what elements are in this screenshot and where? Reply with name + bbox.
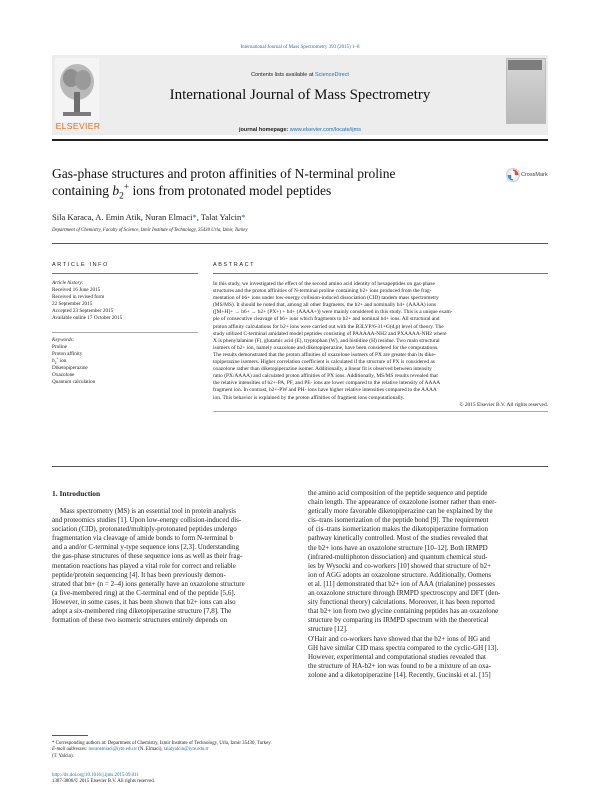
doi-link[interactable]: http://dx.doi.org/10.1016/j.ijms.2015.09.011 <box>52 773 139 778</box>
header-divider <box>52 139 548 141</box>
article-history: Article history: Received 16 June 2015 Received in revised form 22 September 2015 Accepted 23 September 2015 Available online 17 October 2015 <box>52 280 123 321</box>
email-link-elmaci[interactable]: nuranelmaci@iyte.edu.tr <box>88 747 138 753</box>
author-list: Sila Karaca, A. Emin Atik, Nuran Elmaci*, Talat Yalcin* <box>52 212 246 222</box>
journal-title: International Journal of Mass Spectrometry <box>169 87 431 103</box>
contents-line: Contents lists available at ScienceDirect <box>251 72 349 78</box>
footnotes: * Corresponding authors at: Department of Chemistry, Izmir Institute of Technology, Urla, Izmir 35430, Turkey. E-mail addresses: nuranelmaci@iyte.edu.tr (N. Elmaci), talatyalcin@iyte.edu.tr (T. Yalcin). <box>52 741 272 759</box>
doi-block: http://dx.doi.org/10.1016/j.ijms.2015.09.011 1387-3806/© 2015 Elsevier B.V. All rights reserved. <box>52 773 292 786</box>
crossmark-icon[interactable] <box>506 168 520 182</box>
sciencedirect-link[interactable]: ScienceDirect <box>314 72 349 78</box>
abstract-text: In this study, we investigated the effect of the second amino acid identity of hexapeptides on gas-phase structures and the proton affinities of N-terminal proline containing b2+ ions produced from the frag- mentation of b6+ ions under low-energy collision-induced dissociation (CID) tandem mass spectrometry (MS/MS). It should be noted that, among all other fragments, the b2+ and nominally b4+ (AAAA) ions ([M+H]+ → b6+ → b2+ (PX+) + b4+ (AAAA+)) were mainly considered in this study. This is a unique exam- ple of consecutive cleavage of b6+ ions which fragments to b2+ and nominal b4+ ions. All structural and proton affinity calculations for b2+ ions were carried out with the B3LYP/6-31+G(d,p) level of theory. The study utilized C-terminal amidated model peptides consisting of PAAAAA-NH2 and PXAAAA-NH2 where X is phenylalanine (F), glutamic acid (E), tryptophan (W), and histidine (H) residue. Two main structural isomers of b2+ ion, namely oxazolone and diketopiperazine, have been considered for the computations. The results demonstrated that the proton affinities of oxazolone isomers of PX are greater than its dike- topiperazine isomers. Higher correlation coefficient is calculated if the structure of PX is considered as oxazolone rather than diketopiperazine isomer. Additionally, a linear fit is observed between intensity ratio (PX/AAAA) and calculated proton affinities of PX ions. Additionally, MS/MS results revealed that the relative intensities of b2+-PA, PF, and PE- ions are lower compared to the relative intensity of AAAA fragment ion. In contrast, b2+-PW and PH- ions have higher relative intensities compared to the AAAA ion. This behavior is explained by the proton affinities of fragment ions computationally. © 2015 Elsevier B.V. All rights reserved. <box>213 281 548 408</box>
journal-citation[interactable]: International Journal of Mass Spectrometry 393 (2015) 1–8 <box>240 45 360 50</box>
elsevier-tree-logo <box>55 58 99 122</box>
crossmark-label[interactable]: CrossMark <box>521 172 548 178</box>
journal-homepage-line: journal homepage: www.elsevier.com/locate/ijms <box>239 127 361 133</box>
copyright-notice: © 2015 Elsevier B.V. All rights reserved. <box>459 401 548 408</box>
abstract-bottom-divider <box>213 411 548 412</box>
introduction-left-column: Mass spectrometry (MS) is an essential tool in protein analysis and proteomics studies [1]. Upon low-energy collision-induced dis- sociation (CID), protonated/multiply-protonated peptides undergo fragmentation via cleavage of amide bonds to form N-terminal b and a and/or C-terminal y-type sequence ions [2,3]. Understanding the gas-phase structures of these sequence ions as well as their frag- mentation reactions has played a vital role for correct and reliable peptide/protein sequencing [4]. It has been previously demon- strated that bn+ (n = 2–4) ions generally have an oxazolone structure (a five-membered ring) at the C-terminal end of the peptide [5,6]. However, in some cases, it has been shown that b2+ ions can also adopt a six-membered ring diketopiperazine structure [7,8]. The formation of these two isomeric structures entirely depends on <box>52 507 245 625</box>
publisher-name: ELSEVIER <box>55 121 101 131</box>
paper-title: Gas-phase structures and proton affinities of N-terminal proline containing $b_2^+$ ions from protonated model peptides <box>52 166 396 202</box>
introduction-right-column: the amino acid composition of the peptide sequence and peptide chain length. The appearance of oxazolone isomer rather than ener- getically more favorable diketopiperazine can be explained by the cis–trans isomerization of the peptide bond [9]. The requirement of cis–trans isomerization makes the diketopiperazine formation pathway kinetically controlled. Most of the studies revealed that the b2+ ions have an oxazolone structure [10–12]. Both IRMPD (infrared-multiphoton dissociation) and quantum chemical stud- ies by Wysocki and co-workers [10] showed that structure of b2+ ion of AGG adopts an oxazolone structure. Additionally, Oomens et al. [11] demonstrated that b2+ ion of AAA (trialanine) possesses an oxazolone structure through IRMPD spectroscopy and DFT (den- sity functional theory) calculations. Moreover, it has been reported that b2+ ion from two glycine containing peptides has an oxazolone structure by comparing its IRMPD spectrum with the theoretical structure [12]. O'Hair and co-workers have showed that the b2+ ions of HG and GH have similar CID mass spectra compared to the cyclic-GH [13]. However, experimental and computational studies revealed that the structure of HA-b2+ ion was found to be a mixture of an oxa- zolone and a diketopiperazine [14]. Recently, Gucinski et al. [15] <box>308 489 501 679</box>
affiliation: Department of Chemistry, Faculty of Science, Izmir Institute of Technology, 35430 Urla, Izmir, Turkey <box>52 228 248 233</box>
abstract-divider <box>213 273 548 274</box>
cover-title-strip <box>508 60 542 70</box>
article-info-divider <box>52 273 198 274</box>
journal-homepage-link[interactable]: www.elsevier.com/locate/ijms <box>289 127 361 133</box>
article-info-heading: ARTICLE INFO <box>52 262 109 268</box>
affiliation-divider <box>52 243 548 244</box>
keywords-divider <box>52 332 198 333</box>
email-link-yalcin[interactable]: talatyalcin@iyte.edu.tr <box>163 747 209 753</box>
keywords-block: Keywords: Proline Proton affinity $b_2^+$ ion Diketopiperazine Oxazolone Quantum calculation <box>52 337 96 385</box>
abstract-heading: ABSTRACT <box>213 262 256 268</box>
introduction-heading: 1. Introduction <box>52 489 101 498</box>
body-divider <box>52 466 548 467</box>
footnote-divider <box>52 735 88 736</box>
